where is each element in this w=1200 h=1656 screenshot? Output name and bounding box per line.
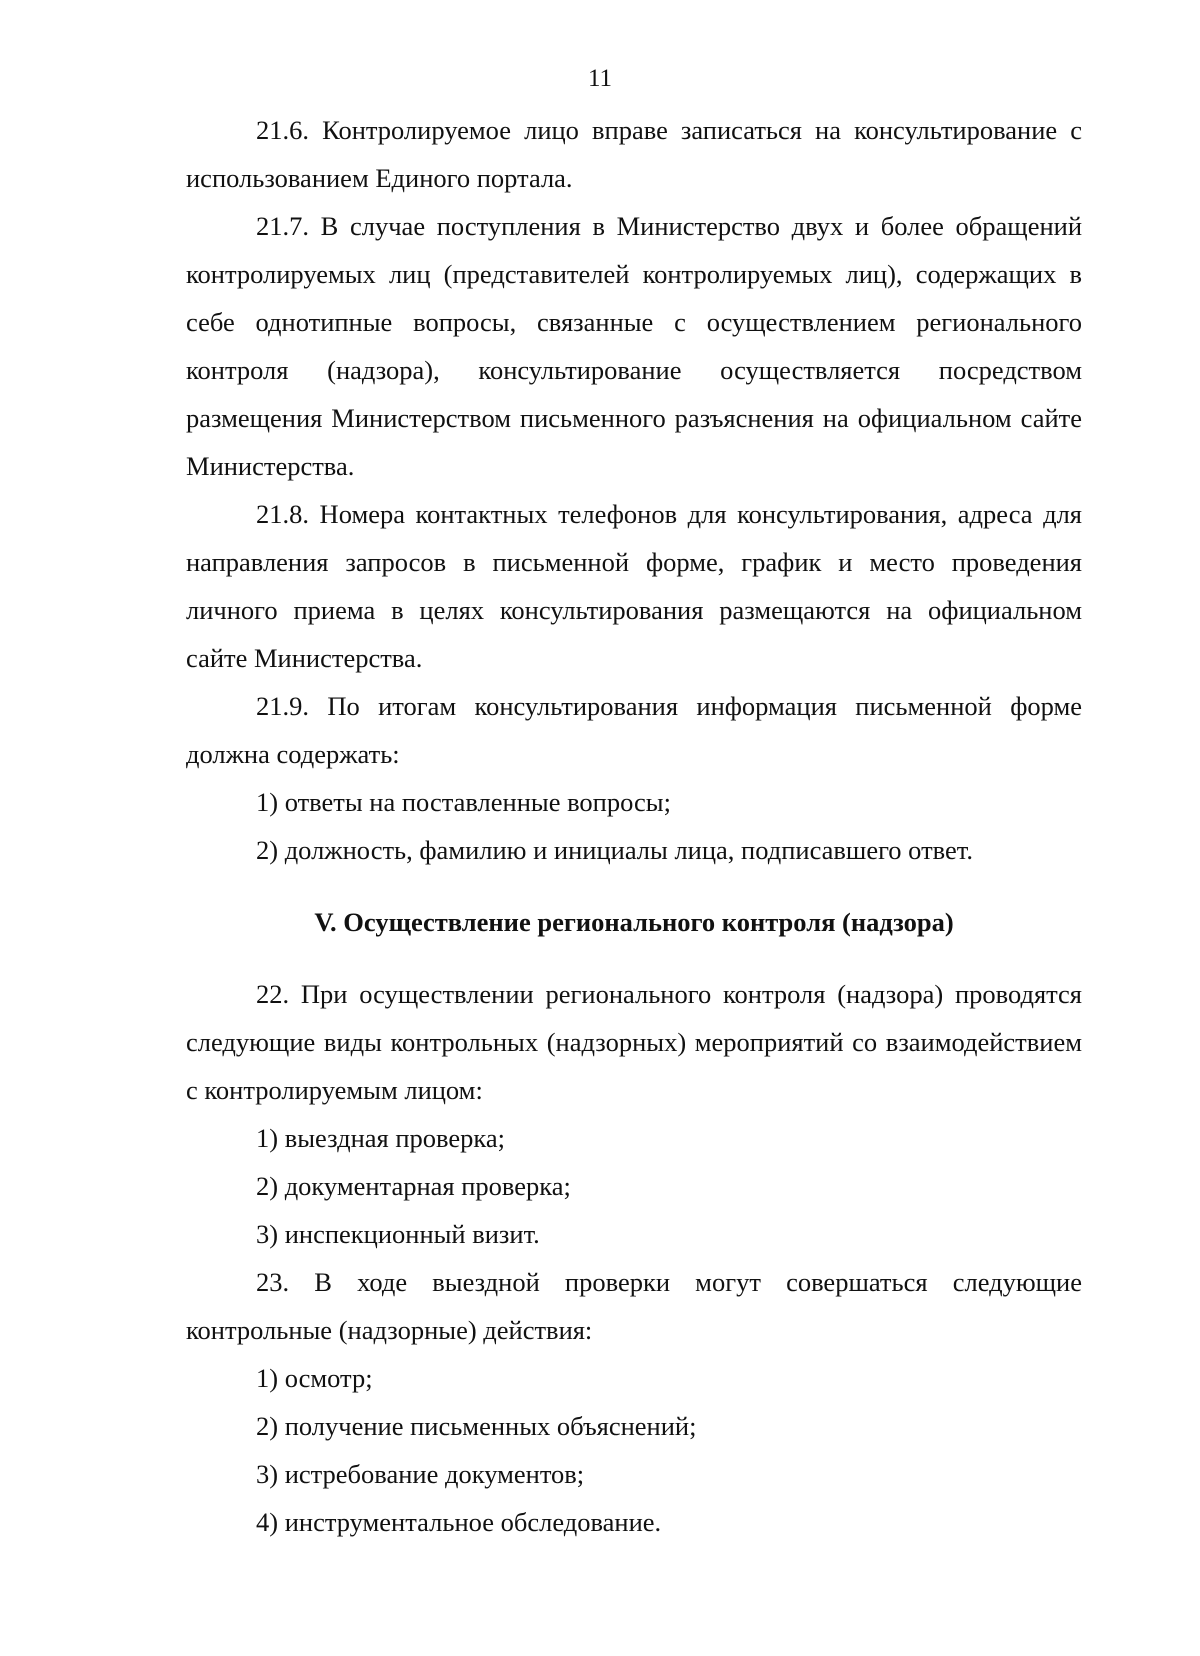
- paragraph-23: 23. В ходе выездной проверки могут совершаться следующие контрольные (надзорные) действия:: [186, 1267, 1082, 1345]
- list-item-21-9-2: 2) должность, фамилию и инициалы лица, подписавшего ответ.: [256, 835, 974, 865]
- page-number: 11: [587, 65, 613, 92]
- paragraph-21-7: 21.7. В случае поступления в Министерство двух и более обращений контролируемых лиц (представителей контролируемых лиц), содержащих в себе однотипные вопросы, связанные с осуществлением регионального контроля (надзора), консультирование осуществляется посредством размещения Министерством письменного разъяснения на официальном сайте Министерства.: [186, 211, 1082, 481]
- paragraph-21-6: 21.6. Контролируемое лицо вправе записаться на консультирование с использованием Единого портала.: [186, 115, 1082, 193]
- list-item-22-2: 2) документарная проверка;: [256, 1171, 571, 1201]
- paragraph-21-8: 21.8. Номера контактных телефонов для консультирования, адреса для направления запросов в письменной форме, график и место проведения личного приема в целях консультирования размещаются на официальном сайте Министерства.: [186, 499, 1082, 673]
- list-item-23-3: 3) истребование документов;: [256, 1459, 585, 1489]
- list-item-23-4: 4) инструментальное обследование.: [256, 1507, 662, 1537]
- section-heading-v: V. Осуществление регионального контроля (надзора): [314, 907, 954, 937]
- list-item-22-1: 1) выездная проверка;: [256, 1123, 505, 1153]
- list-item-23-2: 2) получение письменных объяснений;: [256, 1411, 697, 1441]
- list-item-22-3: 3) инспекционный визит.: [256, 1219, 540, 1249]
- list-item-21-9-1: 1) ответы на поставленные вопросы;: [256, 787, 671, 817]
- paragraph-22: 22. При осуществлении регионального контроля (надзора) проводятся следующие виды контрольных (надзорных) мероприятий со взаимодействием с контролируемым лицом:: [186, 979, 1082, 1105]
- paragraph-21-9: 21.9. По итогам консультирования информация письменной форме должна содержать:: [186, 691, 1082, 769]
- document-body: [186, 106, 1082, 1546]
- list-item-23-1: 1) осмотр;: [256, 1363, 373, 1393]
